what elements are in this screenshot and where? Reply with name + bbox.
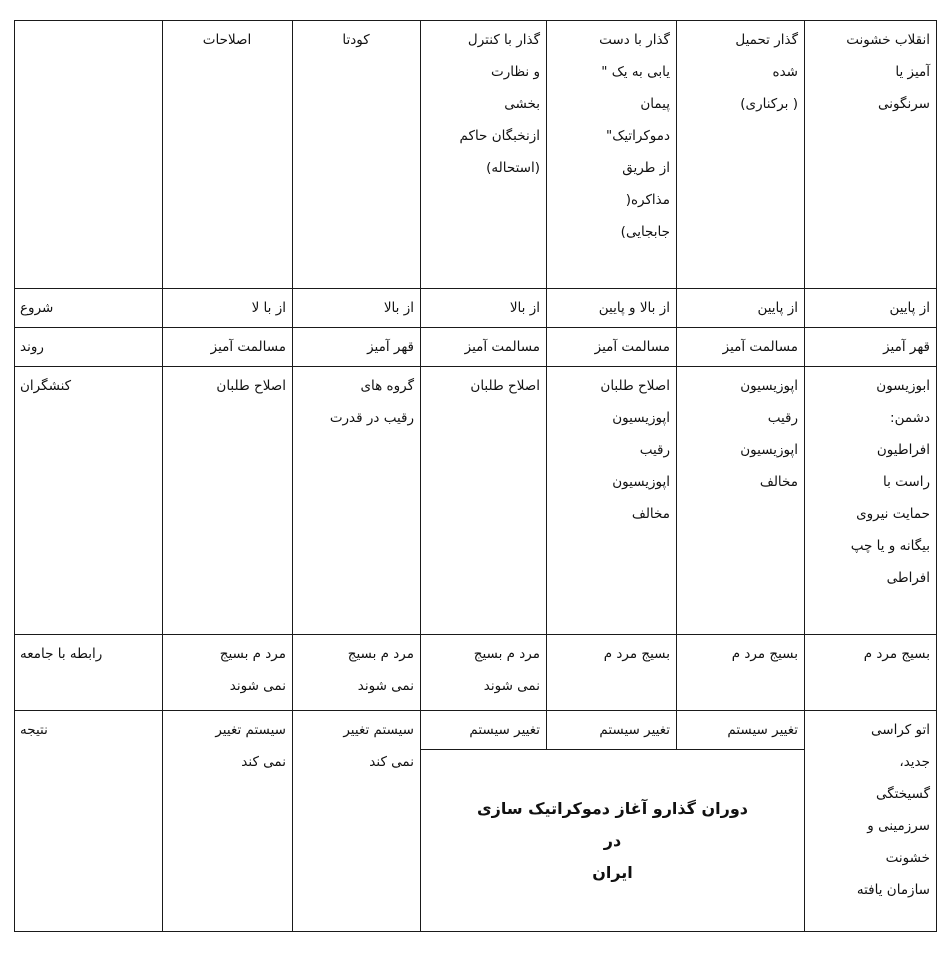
header-cell: گذار با کنترل و نظارت بخشی ازنخبگان حاکم (استحاله)	[421, 21, 547, 289]
table-cell: مرد م بسیج نمی شوند	[421, 635, 547, 711]
row-label-actors: کنشگران	[15, 367, 163, 635]
table-cell: تغییر سیستم	[677, 711, 805, 750]
table-cell: سیستم تغییر نمی کند	[163, 711, 293, 932]
corner-cell	[15, 21, 163, 289]
table-cell: اپوزیسیون رقیب اپوزیسیون مخالف	[677, 367, 805, 635]
table-cell: تغییر سیستم	[421, 711, 547, 750]
header-cell: گذار با دست یابی به یک " پیمان دموکراتیک" از طریق مذاکره( جابجایی)	[547, 21, 677, 289]
actors-row	[15, 367, 937, 635]
table-cell: مرد م بسیج نمی شوند	[163, 635, 293, 711]
header-cell: انقلاب خشونت آمیز یا سرنگونی	[805, 21, 937, 289]
table-cell: ابوزیسون دشمن: افراطیون راست با حمایت نیروی بیگانه و یا چپ افراطی	[805, 367, 937, 635]
header-row	[15, 21, 937, 289]
table-cell: قهر آمیز	[805, 328, 937, 367]
table-cell: بسیج مرد م	[547, 635, 677, 711]
table-cell: مرد م بسیج نمی شوند	[293, 635, 421, 711]
table-cell: از با لا	[163, 289, 293, 328]
table-cell: مسالمت آمیز	[677, 328, 805, 367]
table-cell: تغییر سیستم	[547, 711, 677, 750]
table-cell: مسالمت آمیز	[547, 328, 677, 367]
row-label-process: روند	[15, 328, 163, 367]
outcome-row	[15, 711, 937, 750]
table-cell: گروه های رقیب در قدرت	[293, 367, 421, 635]
table-cell: اصلاح طلبان	[163, 367, 293, 635]
table-cell: از پایین	[805, 289, 937, 328]
table-cell: مسالمت آمیز	[421, 328, 547, 367]
table-cell: از پایین	[677, 289, 805, 328]
table-cell: بسیج مرد م	[805, 635, 937, 711]
header-cell: اصلاحات	[163, 21, 293, 289]
table-cell: قهر آمیز	[293, 328, 421, 367]
transition-comparison-table	[14, 20, 937, 932]
table-cell: از بالا و پایین	[547, 289, 677, 328]
start-row	[15, 289, 937, 328]
table-cell: اصلاح طلبان	[421, 367, 547, 635]
table-cell: از بالا	[421, 289, 547, 328]
header-cell: گذار تحمیل شده ( برکناری)	[677, 21, 805, 289]
row-label-outcome: نتیجه	[15, 711, 163, 932]
table-cell: بسیج مرد م	[677, 635, 805, 711]
header-cell: کودتا	[293, 21, 421, 289]
society-row	[15, 635, 937, 711]
banner-text: دوران گذارو آغاز دموکراتیک سازی در ایران	[421, 750, 805, 932]
table-cell: مسالمت آمیز	[163, 328, 293, 367]
table-cell: اتو کراسی جدید، گسیختگی سرزمینی و خشونت سازمان یافته	[805, 711, 937, 932]
table-cell: اصلاح طلبان اپوزیسیون رقیب اپوزیسیون مخالف	[547, 367, 677, 635]
table-cell: سیستم تغییر نمی کند	[293, 711, 421, 932]
process-row	[15, 328, 937, 367]
row-label-society: رابطه با جامعه	[15, 635, 163, 711]
table-cell: از بالا	[293, 289, 421, 328]
row-label-start: شروع	[15, 289, 163, 328]
